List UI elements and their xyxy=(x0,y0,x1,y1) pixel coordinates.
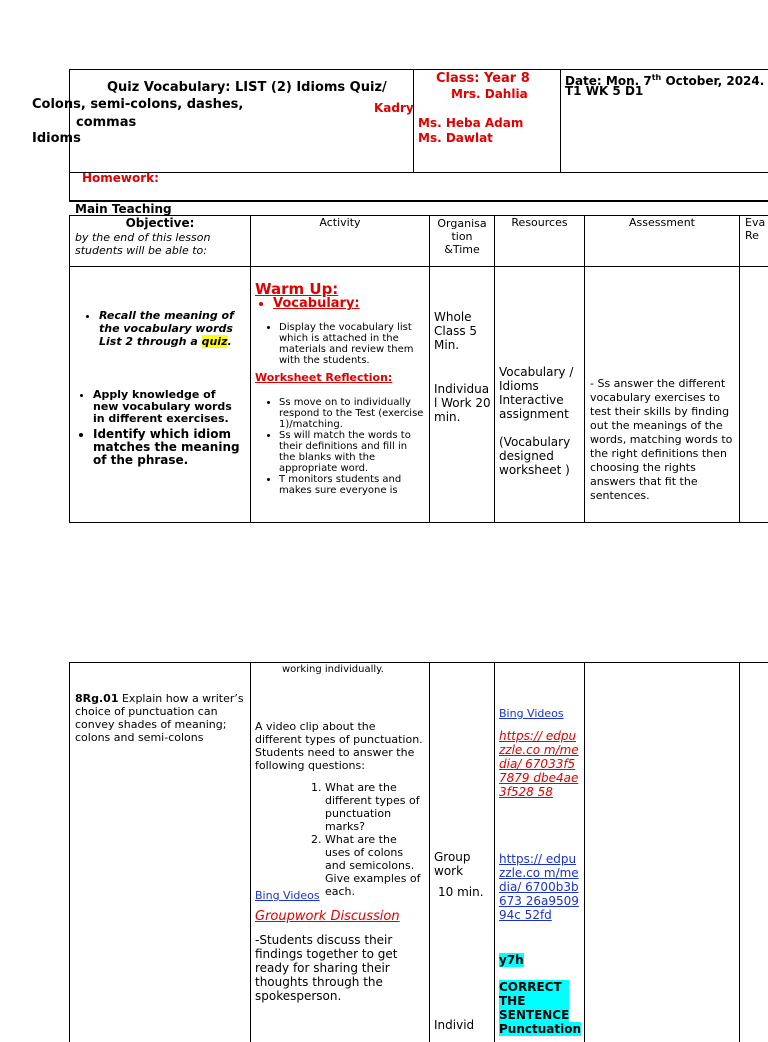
col-divider xyxy=(584,662,585,1042)
activity-item: • Ss move on to individually respond to the Test (exercise 1)/matching. xyxy=(279,397,425,430)
col-divider xyxy=(429,662,430,1042)
resource-bing-videos[interactable]: Bing Videos xyxy=(499,707,564,720)
organisation-header-label: Organisa tion &Time xyxy=(437,217,487,256)
section-divider xyxy=(69,200,768,202)
objective-list-1 xyxy=(99,309,241,348)
org-whole-class: Whole Class 5 Min. xyxy=(434,310,478,352)
teacher-dahlia: Mrs. Dahlia xyxy=(451,87,528,101)
evaluation-header-label: Eva Re xyxy=(745,216,766,242)
correct-sentence-label: CORRECT THE SENTENCE xyxy=(499,980,570,1022)
edpuzzle-link-2[interactable]: https:// edpuzzle.co m/media/ 6700b3b673 26a950994c 52fd xyxy=(499,852,579,922)
org-individual: Individua l Work 20 min. xyxy=(434,382,491,424)
resource-worksheet: (Vocabulary designed worksheet ) xyxy=(499,435,571,477)
homework-cell xyxy=(69,172,768,202)
objective-item: • Recall the meaning of the vocabulary words List 2 through a quiz. xyxy=(99,309,241,348)
objective-list-3 xyxy=(93,428,243,467)
homework-label: Homework: xyxy=(82,171,159,185)
objective-header-label: Objective: xyxy=(125,216,195,230)
lesson-title-colons: Colons, semi-colons, dashes, xyxy=(32,97,244,112)
activity-item: • Display the vocabulary list which is attached in the materials and review them with the students. xyxy=(279,322,425,366)
assessment-text: - Ss answer the different vocabulary exercises to test their skills by finding out the meanings of the words, matching words to the right definitions then choosing the rights answers that fit the sentences. xyxy=(590,377,733,502)
question-item: 1. What are the different types of punctuation marks? xyxy=(325,781,425,833)
teacher-kadry: Kadry xyxy=(374,101,414,115)
col-divider xyxy=(739,662,740,1042)
y7h-label: y7h xyxy=(499,953,524,967)
worksheet-bullets xyxy=(279,397,425,496)
lesson-title: Quiz Vocabulary: LIST (2) Idioms Quiz/ xyxy=(107,80,387,95)
warm-up-heading: Warm Up: xyxy=(255,280,339,298)
vocab-display-list xyxy=(279,322,425,366)
objective-list-2 xyxy=(93,389,243,425)
org-individ: Individ xyxy=(434,1018,475,1032)
activity-item: • T monitors students and makes sure everyone is xyxy=(279,474,425,496)
question-item: 2. What are the uses of colons and semicolons. Give examples of each. xyxy=(325,833,425,898)
video-questions xyxy=(325,781,425,898)
resource-vocab: Vocabulary / Idioms Interactive assignment xyxy=(499,365,574,421)
objective-item: • Identify which idiom matches the meaning of the phrase. xyxy=(93,428,243,467)
vocabulary-heading-list xyxy=(273,296,423,311)
edpuzzle-link-1[interactable]: https:// edpuzzle.co m/media/ 67033f57879 dbe4ae3f528 58 xyxy=(499,729,579,799)
groupwork-text: -Students discuss their findings together to get ready for sharing their thoughts through the spokesperson. xyxy=(255,933,398,1003)
groupwork-heading: Groupwork Discussion xyxy=(255,909,400,924)
teacher-dawlat: Ms. Dawlat xyxy=(418,131,493,145)
objective-item: • Apply knowledge of new vocabulary words in different exercises. xyxy=(93,389,243,425)
col-divider xyxy=(250,662,251,1042)
org-group-work: Group work xyxy=(434,850,471,878)
resources-header-label: Resources xyxy=(511,216,568,229)
lesson-title-idioms: Idioms xyxy=(32,131,81,146)
vocabulary-heading: • Vocabulary: xyxy=(273,296,423,311)
org-time: 10 min. xyxy=(438,885,484,899)
punctuation-label: Punctuation xyxy=(499,1022,582,1036)
bing-videos-link[interactable]: Bing Videos xyxy=(255,889,320,902)
activity-header-label: Activity xyxy=(319,216,361,229)
lesson-title-commas: commas xyxy=(76,115,137,130)
main-teaching-label: Main Teaching xyxy=(75,202,172,216)
worksheet-reflection-heading: Worksheet Reflection: xyxy=(255,371,393,384)
standard-objective: 8Rg.01 Explain how a writer’s choice of punctuation can convey shades of meaning; colons and semi-colons xyxy=(75,692,244,744)
col-divider xyxy=(494,662,495,1042)
activity-item: • Ss will match the words to their definitions and fill in the blanks with the appropriate word. xyxy=(279,430,425,474)
objective-header-sub: by the end of this lesson students will be able to: xyxy=(75,231,211,257)
assessment-header-label: Assessment xyxy=(629,216,695,229)
video-intro: A video clip about the different types of punctuation. Students need to answer the following questions: xyxy=(255,720,423,772)
evaluation-cell xyxy=(739,266,768,523)
lesson-date: Date: Mon. 7th October, 2024. xyxy=(565,73,765,88)
continued-text: working individually. xyxy=(282,664,384,675)
lesson-week: T1 WK 5 D1 xyxy=(565,84,644,98)
class-label: Class: Year 8 xyxy=(436,71,530,86)
teacher-heba: Ms. Heba Adam xyxy=(418,116,524,130)
